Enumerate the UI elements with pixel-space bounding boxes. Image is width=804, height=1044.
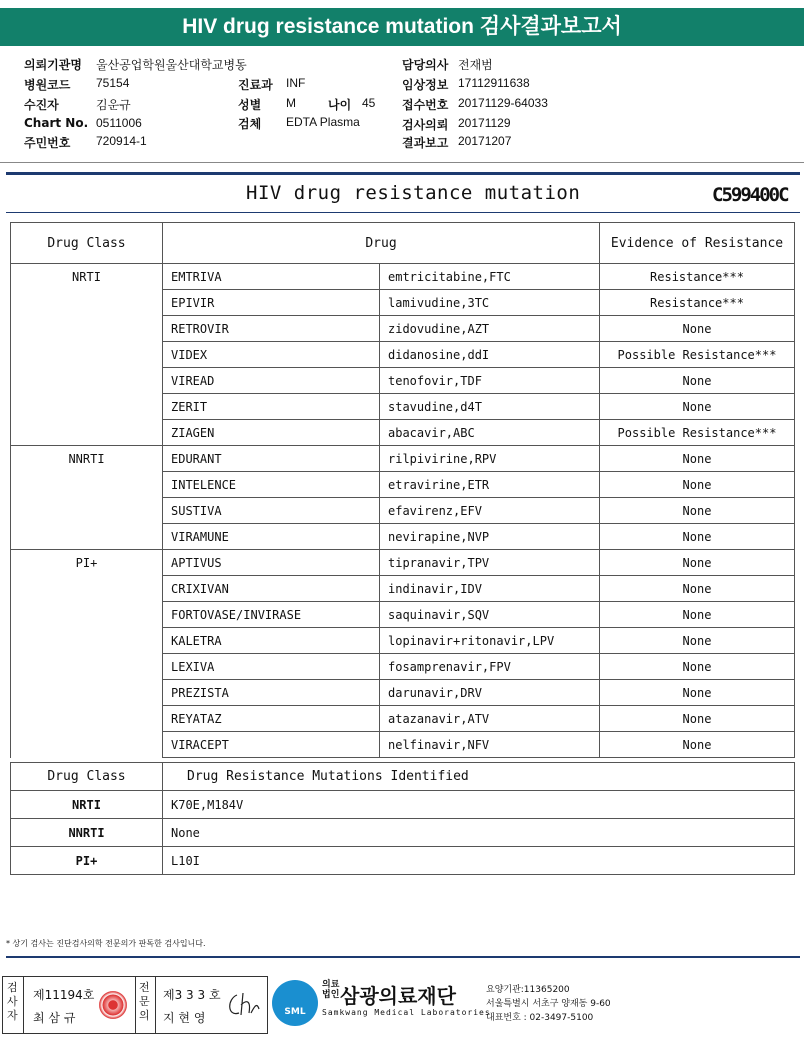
drug-class-cell: NNRTI (11, 819, 163, 847)
patient-value: 김운규 (96, 98, 131, 112)
hospital-code-label: 병원코드 (24, 78, 71, 92)
generic-name-cell: zidovudine,AZT (380, 316, 600, 342)
company-phone: 대표번호 : 02-3497-5100 (486, 1013, 594, 1023)
generic-name-cell: tenofovir,TDF (380, 368, 600, 394)
company-name-text: 삼광의료재단 (340, 984, 456, 1008)
generic-name-cell: abacavir,ABC (380, 420, 600, 446)
brand-name-cell: VIRAMUNE (163, 524, 380, 550)
report-date-value: 20171207 (458, 134, 512, 148)
generic-name-cell: darunavir,DRV (380, 680, 600, 706)
drug-resistance-table (10, 222, 795, 758)
evidence-cell: Resistance*** (600, 264, 795, 290)
request-value: 20171129 (458, 116, 511, 130)
column-header: Drug Class (11, 763, 163, 791)
brand-name-cell: FORTOVASE/INVIRASE (163, 602, 380, 628)
generic-name-cell: nevirapine,NVP (380, 524, 600, 550)
signature-icon (225, 991, 261, 1021)
patient-label: 수진자 (24, 98, 59, 112)
generic-name-cell: didanosine,ddI (380, 342, 600, 368)
request-label: 검사의뢰 (402, 118, 449, 132)
dept-label: 진료과 (238, 78, 273, 92)
generic-name-cell: stavudine,d4T (380, 394, 600, 420)
brand-name-cell: SUSTIVA (163, 498, 380, 524)
brand-name-cell: ZERIT (163, 394, 380, 420)
id-label: 주민번호 (24, 136, 71, 150)
brand-name-cell: LEXIVA (163, 654, 380, 680)
divider (6, 212, 800, 213)
evidence-cell: None (600, 706, 795, 732)
mutations-cell: None (163, 819, 795, 847)
brand-name-cell: PREZISTA (163, 680, 380, 706)
sex-label: 성별 (238, 98, 262, 112)
evidence-cell: None (600, 602, 795, 628)
signature-box (2, 976, 268, 1034)
generic-name-cell: atazanavir,ATV (380, 706, 600, 732)
company-english-name: Samkwang Medical Laboratories (322, 1008, 491, 1017)
evidence-cell: None (600, 394, 795, 420)
specimen-label: 검체 (238, 117, 262, 131)
receipt-label: 접수번호 (402, 98, 449, 112)
brand-name-cell: EDURANT (163, 446, 380, 472)
brand-name-cell: APTIVUS (163, 550, 380, 576)
generic-name-cell: tipranavir,TPV (380, 550, 600, 576)
mutations-table (10, 762, 795, 875)
evidence-cell: None (600, 628, 795, 654)
drug-class-cell: PI+ (11, 550, 163, 758)
brand-name-cell: INTELENCE (163, 472, 380, 498)
generic-name-cell: fosamprenavir,FPV (380, 654, 600, 680)
table-row (11, 264, 795, 290)
examiner-name: 최 삼 규 (33, 1011, 76, 1025)
specimen-value: EDTA Plasma (286, 115, 360, 129)
generic-name-cell: saquinavir,SQV (380, 602, 600, 628)
divider (0, 162, 804, 163)
mutations-cell: K70E,M184V (163, 791, 795, 819)
brand-name-cell: CRIXIVAN (163, 576, 380, 602)
legal-entity-label: 의료법인 (322, 980, 340, 1000)
generic-name-cell: indinavir,IDV (380, 576, 600, 602)
table-row (11, 791, 795, 819)
specialist-name: 지 현 영 (163, 1011, 206, 1025)
brand-name-cell: VIDEX (163, 342, 380, 368)
chart-value: 0511006 (96, 116, 142, 130)
brand-name-cell: RETROVIR (163, 316, 380, 342)
drug-class-cell: NNRTI (11, 446, 163, 550)
brand-name-cell: VIRACEPT (163, 732, 380, 758)
table-row (11, 819, 795, 847)
evidence-cell: None (600, 550, 795, 576)
column-header: Drug (163, 223, 600, 264)
evidence-cell: None (600, 680, 795, 706)
examiner-license: 제11194호 (33, 988, 95, 1002)
brand-name-cell: ZIAGEN (163, 420, 380, 446)
generic-name-cell: emtricitabine,FTC (380, 264, 600, 290)
institution-value: 울산공업학원울산대학교병동 (96, 58, 247, 72)
table-row (11, 550, 795, 576)
id-value: 720914-1 (96, 134, 147, 148)
dept-value: INF (286, 76, 306, 90)
evidence-cell: None (600, 654, 795, 680)
divider (6, 956, 800, 958)
age-label: 나이 (328, 98, 352, 112)
generic-name-cell: etravirine,ETR (380, 472, 600, 498)
chart-label: Chart No. (24, 116, 89, 130)
institution-label: 의뢰기관명 (24, 58, 82, 72)
brand-name-cell: VIREAD (163, 368, 380, 394)
evidence-cell: Possible Resistance*** (600, 342, 795, 368)
brand-name-cell: KALETRA (163, 628, 380, 654)
column-header: Drug Resistance Mutations Identified (163, 763, 795, 791)
mutations-cell: L10I (163, 847, 795, 875)
table-row (11, 847, 795, 875)
company-address: 서울특별시 서초구 양재동 9-60 (486, 999, 611, 1009)
column-header: Drug Class (11, 223, 163, 264)
specialist-label: 전문의 (139, 981, 150, 1022)
clinical-label: 임상정보 (402, 78, 449, 92)
brand-name-cell: REYATAZ (163, 706, 380, 732)
institution-code: 요양기관:11365200 (486, 985, 570, 995)
evidence-cell: None (600, 524, 795, 550)
clinical-value: 17112911638 (458, 76, 530, 90)
report-title: HIV drug resistance mutation 검사결과보고서 (0, 8, 804, 46)
section-title: HIV drug resistance mutation (246, 182, 581, 204)
evidence-cell: None (600, 368, 795, 394)
generic-name-cell: rilpivirine,RPV (380, 446, 600, 472)
specialist-license: 제3 3 3 호 (163, 988, 221, 1002)
brand-name-cell: EPIVIR (163, 290, 380, 316)
evidence-cell: None (600, 446, 795, 472)
drug-class-cell: NRTI (11, 264, 163, 446)
table-row (11, 446, 795, 472)
evidence-cell: Possible Resistance*** (600, 420, 795, 446)
column-header: Evidence of Resistance (600, 223, 795, 264)
disclaimer-note: * 상기 검사는 진단검사의학 전문의가 판독한 검사입니다. (6, 939, 206, 948)
logo-text: SML (284, 1007, 306, 1017)
company-name (322, 980, 456, 1009)
generic-name-cell: nelfinavir,NFV (380, 732, 600, 758)
evidence-cell: Resistance*** (600, 290, 795, 316)
evidence-cell: None (600, 316, 795, 342)
generic-name-cell: lamivudine,3TC (380, 290, 600, 316)
examiner-label: 검사자 (7, 981, 18, 1022)
doctor-value: 전재범 (458, 58, 493, 72)
doctor-label: 담당의사 (402, 58, 449, 72)
receipt-value: 20171129-64033 (458, 96, 548, 110)
drug-class-cell: PI+ (11, 847, 163, 875)
report-date-label: 결과보고 (402, 136, 449, 150)
hospital-code-value: 75154 (96, 76, 130, 90)
evidence-cell: None (600, 498, 795, 524)
evidence-cell: None (600, 732, 795, 758)
seal-stamp-icon (97, 989, 129, 1021)
drug-class-cell: NRTI (11, 791, 163, 819)
test-code: C599400C (712, 184, 788, 206)
evidence-cell: None (600, 472, 795, 498)
age-value: 45 (362, 96, 376, 110)
sml-logo-icon (272, 980, 318, 1026)
divider (6, 172, 800, 175)
brand-name-cell: EMTRIVA (163, 264, 380, 290)
generic-name-cell: lopinavir+ritonavir,LPV (380, 628, 600, 654)
generic-name-cell: efavirenz,EFV (380, 498, 600, 524)
evidence-cell: None (600, 576, 795, 602)
sex-value: M (286, 96, 296, 110)
